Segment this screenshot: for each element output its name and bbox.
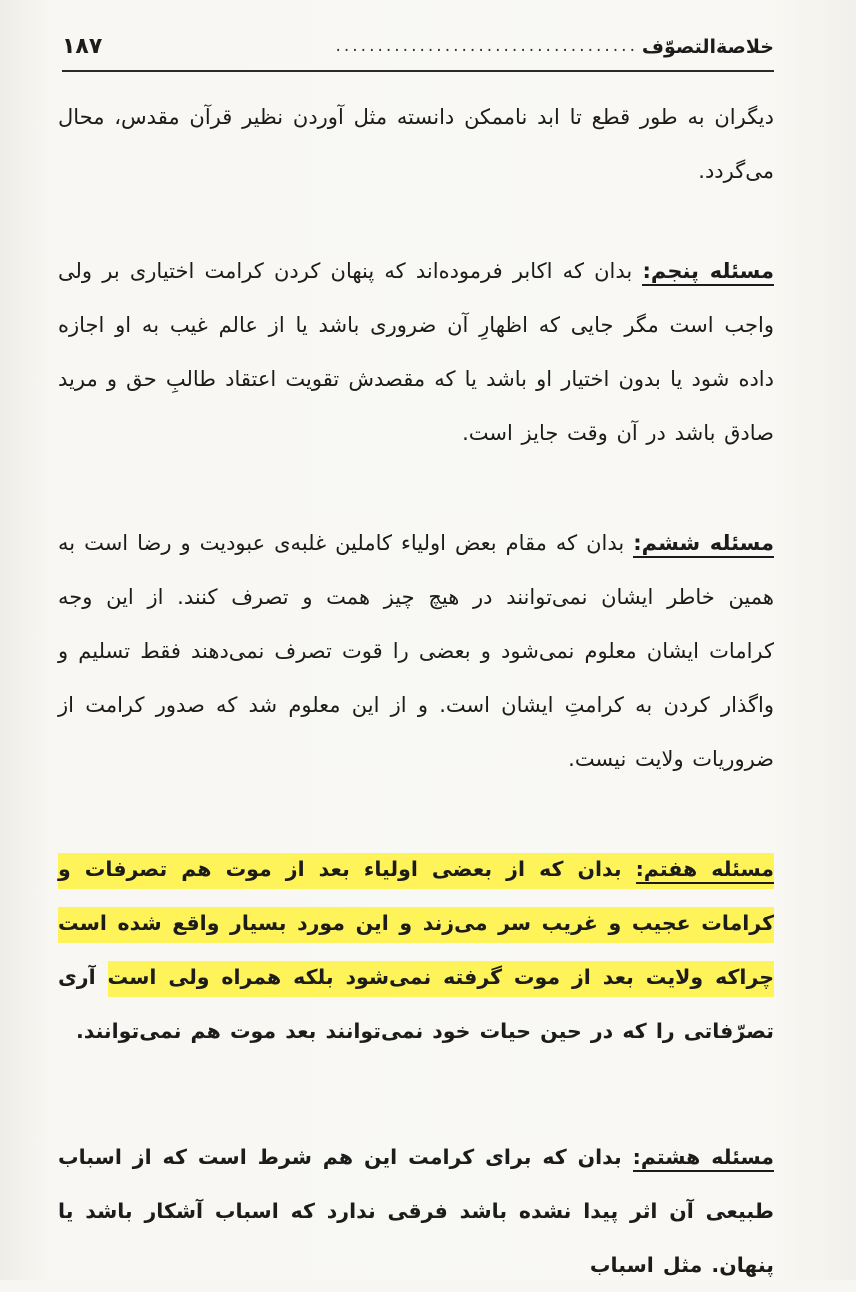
paragraph-issue-7 xyxy=(58,842,774,1058)
issue-heading: مسئله پنجم: xyxy=(642,259,774,286)
running-header xyxy=(62,30,774,70)
highlighted-text: بدان که از بعضی اولیاء بعد از موت هم تصرفات و کرامات عجیب و غریب سر می‌زند و این مورد بسیار واقع شده است چراکه ولایت بعد از موت گرفته نمی‌شود بلکه همراه ولی است xyxy=(58,857,774,989)
paragraph-text: دیگران به طور قطع تا ابد ناممکن دانسته مثل آوردن نظیر قرآن مقدس، محال می‌گردد. xyxy=(58,105,774,183)
paragraph-continuation xyxy=(58,90,774,198)
highlighted-passage xyxy=(58,853,774,997)
page-number: ۱۸۷ xyxy=(62,34,103,59)
header-leader-dots: .................................... xyxy=(335,36,638,56)
book-title: خلاصة‌التصوّف xyxy=(641,36,774,58)
paragraph-text: بدان که مقام بعض اولیاء کاملین غلبه‌ی عبودیت و رضا است به همین خاطر ایشان نمی‌توانند در هیچ چیز همت و تصرف کنند. از این وجه کرامات ایشان معلوم نمی‌شود و بعضی را قوت تصرف نمی‌دهند فقط تسلیم و واگذار کردن به کرامتِ ایشان است. و از این معلوم شد که صدور کرامت از ضروریات ولایت نیست. xyxy=(58,531,774,771)
header-rule xyxy=(62,70,774,72)
paragraph-issue-6 xyxy=(58,516,774,786)
issue-heading: مسئله هفتم: xyxy=(636,857,774,884)
paragraph-issue-5 xyxy=(58,244,774,460)
paragraph-text: بدان که برای کرامت این هم شرط است که از اسباب طبیعی آن اثر پیدا نشده باشد فرقی ندارد که اسباب آشکار باشد یا پنهان. مثل اسباب xyxy=(58,1145,774,1277)
paragraph-text: بدان که اکابر فرموده‌اند که پنهان کردن کرامت اختیاری بر ولی واجب است مگر جایی که اظهارِ آن ضروری باشد یا از عالم غیب به او اجازه داده شود یا بدون اختیار او باشد یا که مقصدش تقویت اعتقاد طالبِ حق و مرید صادق باشد در آن وقت جایز است. xyxy=(58,259,774,445)
paragraph-issue-8 xyxy=(58,1130,774,1292)
issue-heading: مسئله ششم: xyxy=(633,531,774,558)
paragraph-text: آری تصرّفاتی را که در حین حیات خود نمی‌توانند بعد موت هم نمی‌توانند. xyxy=(58,965,774,1043)
issue-heading: مسئله هشتم: xyxy=(633,1145,774,1172)
